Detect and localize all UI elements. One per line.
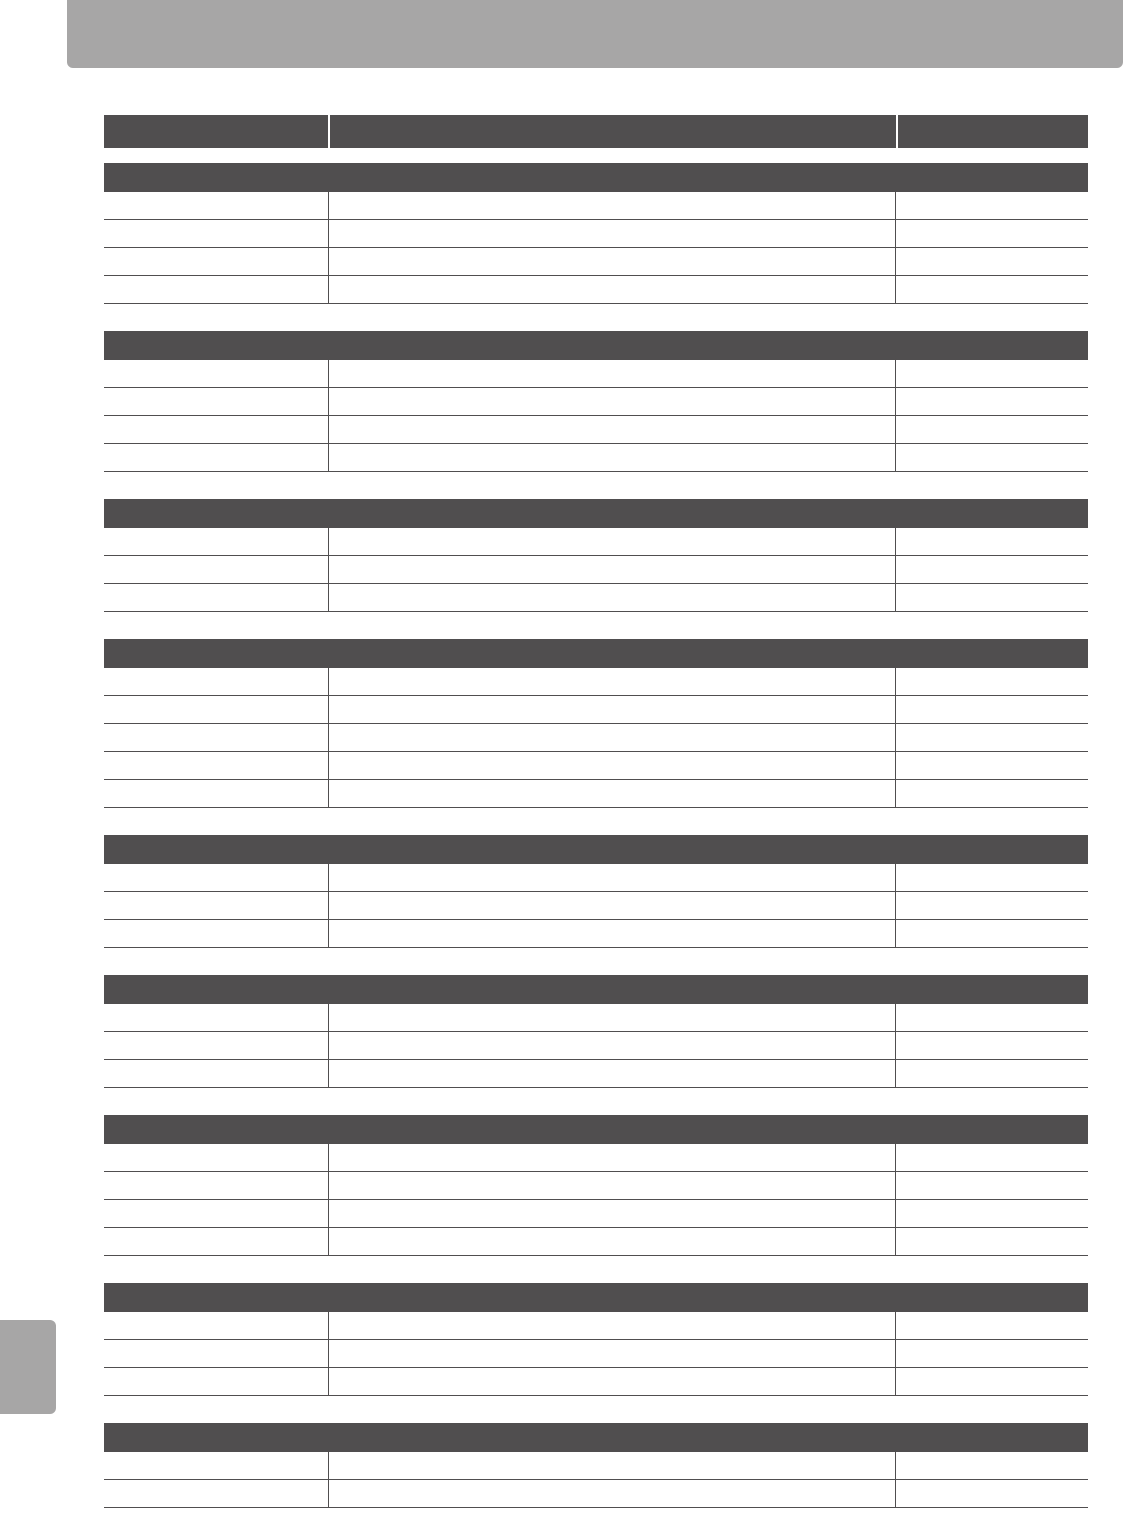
table-cell-col3 [896, 444, 1088, 471]
table-cell-col2 [329, 556, 896, 583]
table-cell-col2 [329, 1452, 896, 1479]
table-cell-col2 [329, 1172, 896, 1199]
table-cell-col3 [896, 1060, 1088, 1087]
section-title-bar [104, 1283, 1088, 1312]
section-title-bar [104, 639, 1088, 668]
table-cell-col2 [329, 1228, 896, 1255]
table-cell-col2 [329, 1032, 896, 1059]
table-cell-col1 [104, 1172, 329, 1199]
table-row [104, 892, 1088, 920]
table-cell-col2 [329, 360, 896, 387]
column-header-3 [898, 115, 1088, 148]
table-row [104, 416, 1088, 444]
table-cell-col2 [329, 892, 896, 919]
table-cell-col2 [329, 1144, 896, 1171]
table-row [104, 668, 1088, 696]
table-cell-col3 [896, 248, 1088, 275]
table-cell-col3 [896, 1004, 1088, 1031]
table-cell-col3 [896, 388, 1088, 415]
table-cell-col1 [104, 1004, 329, 1031]
table-cell-col3 [896, 1032, 1088, 1059]
table-cell-col1 [104, 1200, 329, 1227]
table-row [104, 1032, 1088, 1060]
table-cell-col1 [104, 1060, 329, 1087]
table-row [104, 192, 1088, 220]
table-cell-col3 [896, 528, 1088, 555]
table-row [104, 220, 1088, 248]
table-cell-col1 [104, 416, 329, 443]
section-title-bar [104, 975, 1088, 1004]
spec-table [104, 115, 1088, 1535]
table-row [104, 864, 1088, 892]
table-row [104, 1172, 1088, 1200]
section-title-bar [104, 835, 1088, 864]
table-cell-col3 [896, 584, 1088, 611]
table-row [104, 360, 1088, 388]
table-cell-col1 [104, 1228, 329, 1255]
section-title-bar [104, 163, 1088, 192]
table-cell-col1 [104, 752, 329, 779]
table-cell-col3 [896, 220, 1088, 247]
table-cell-col1 [104, 668, 329, 695]
table-section [104, 1283, 1088, 1396]
table-section [104, 163, 1088, 304]
table-cell-col2 [329, 920, 896, 947]
table-cell-col2 [329, 192, 896, 219]
table-cell-col2 [329, 416, 896, 443]
table-cell-col3 [896, 752, 1088, 779]
table-cell-col1 [104, 696, 329, 723]
table-cell-col1 [104, 444, 329, 471]
table-row [104, 1144, 1088, 1172]
table-cell-col3 [896, 780, 1088, 807]
table-section [104, 639, 1088, 808]
table-cell-col3 [896, 724, 1088, 751]
table-cell-col1 [104, 864, 329, 891]
table-cell-col1 [104, 276, 329, 303]
table-cell-col2 [329, 584, 896, 611]
table-cell-col3 [896, 696, 1088, 723]
table-cell-col3 [896, 360, 1088, 387]
table-cell-col1 [104, 360, 329, 387]
table-cell-col3 [896, 1480, 1088, 1507]
table-cell-col2 [329, 1480, 896, 1507]
table-section [104, 835, 1088, 948]
table-row [104, 780, 1088, 808]
table-cell-col2 [329, 1340, 896, 1367]
table-cell-col2 [329, 1200, 896, 1227]
table-row [104, 1228, 1088, 1256]
table-cell-col1 [104, 528, 329, 555]
table-row [104, 1480, 1088, 1508]
table-cell-col2 [329, 1060, 896, 1087]
table-cell-col1 [104, 1368, 329, 1395]
table-cell-col1 [104, 780, 329, 807]
table-cell-col1 [104, 1144, 329, 1171]
table-row [104, 556, 1088, 584]
table-cell-col1 [104, 724, 329, 751]
chapter-side-tab [0, 1320, 56, 1414]
table-section [104, 975, 1088, 1088]
table-row [104, 1312, 1088, 1340]
table-cell-col3 [896, 864, 1088, 891]
table-cell-col3 [896, 1340, 1088, 1367]
table-cell-col3 [896, 192, 1088, 219]
table-cell-col3 [896, 1452, 1088, 1479]
table-row [104, 920, 1088, 948]
section-title-bar [104, 331, 1088, 360]
table-cell-col3 [896, 416, 1088, 443]
table-cell-col3 [896, 892, 1088, 919]
table-cell-col1 [104, 920, 329, 947]
table-row [104, 1060, 1088, 1088]
table-cell-col3 [896, 920, 1088, 947]
table-row [104, 248, 1088, 276]
table-cell-col2 [329, 724, 896, 751]
table-cell-col1 [104, 1312, 329, 1339]
section-title-bar [104, 1423, 1088, 1452]
table-cell-col1 [104, 388, 329, 415]
table-cell-col2 [329, 696, 896, 723]
column-header-1 [104, 115, 328, 148]
section-title-bar [104, 499, 1088, 528]
table-cell-col1 [104, 1480, 329, 1507]
table-cell-col1 [104, 892, 329, 919]
table-row [104, 752, 1088, 780]
table-cell-col1 [104, 556, 329, 583]
table-row [104, 1368, 1088, 1396]
table-cell-col3 [896, 1172, 1088, 1199]
table-cell-col1 [104, 192, 329, 219]
table-row [104, 724, 1088, 752]
table-cell-col2 [329, 668, 896, 695]
table-section [104, 499, 1088, 612]
table-cell-col1 [104, 1032, 329, 1059]
table-cell-col3 [896, 276, 1088, 303]
table-row [104, 388, 1088, 416]
table-row [104, 1452, 1088, 1480]
table-section [104, 331, 1088, 472]
table-cell-col2 [329, 752, 896, 779]
table-row [104, 444, 1088, 472]
table-cell-col2 [329, 528, 896, 555]
table-cell-col1 [104, 248, 329, 275]
table-cell-col2 [329, 1004, 896, 1031]
table-cell-col3 [896, 1228, 1088, 1255]
table-cell-col1 [104, 1452, 329, 1479]
table-row [104, 696, 1088, 724]
table-row [104, 1200, 1088, 1228]
table-sections [104, 163, 1088, 1508]
table-cell-col3 [896, 1144, 1088, 1171]
table-cell-col2 [329, 780, 896, 807]
table-cell-col2 [329, 248, 896, 275]
table-row [104, 528, 1088, 556]
section-title-bar [104, 1115, 1088, 1144]
table-cell-col1 [104, 1340, 329, 1367]
table-cell-col2 [329, 388, 896, 415]
page-header-band [67, 0, 1123, 68]
table-cell-col2 [329, 276, 896, 303]
table-cell-col1 [104, 584, 329, 611]
table-row [104, 584, 1088, 612]
table-cell-col1 [104, 220, 329, 247]
table-cell-col3 [896, 1312, 1088, 1339]
table-cell-col2 [329, 1368, 896, 1395]
table-cell-col3 [896, 1368, 1088, 1395]
table-cell-col3 [896, 556, 1088, 583]
table-column-header [104, 115, 1088, 148]
column-header-2 [330, 115, 896, 148]
table-row [104, 1340, 1088, 1368]
table-cell-col2 [329, 864, 896, 891]
table-section [104, 1423, 1088, 1508]
table-section [104, 1115, 1088, 1256]
table-cell-col3 [896, 1200, 1088, 1227]
table-cell-col2 [329, 444, 896, 471]
table-row [104, 276, 1088, 304]
table-cell-col3 [896, 668, 1088, 695]
table-cell-col2 [329, 1312, 896, 1339]
table-cell-col2 [329, 220, 896, 247]
table-row [104, 1004, 1088, 1032]
